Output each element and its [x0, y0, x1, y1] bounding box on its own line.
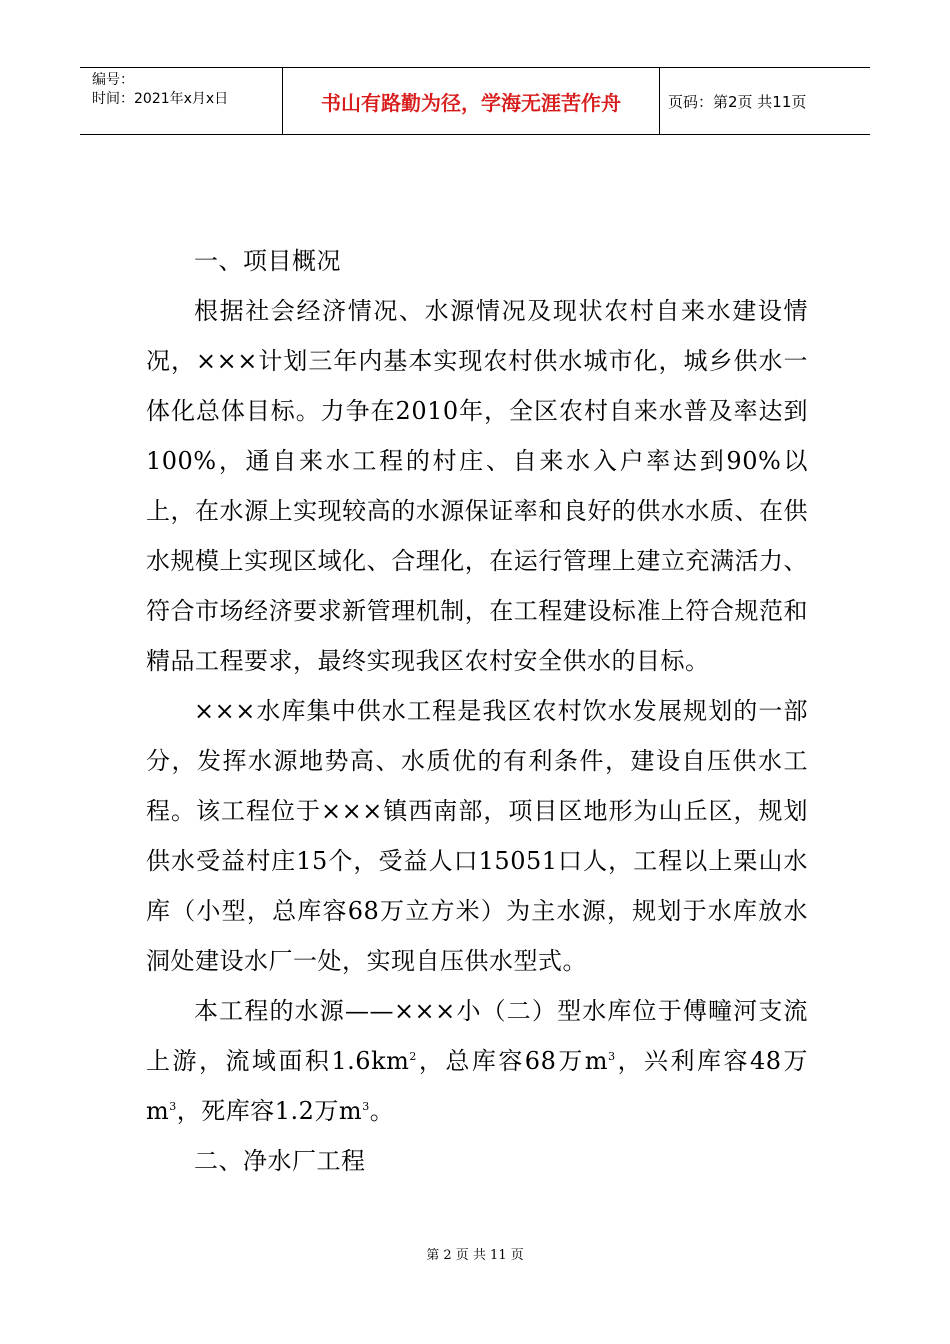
superscript-3c: 3 — [362, 1100, 370, 1113]
superscript-2: 2 — [409, 1050, 417, 1063]
p3-part-b: ，总库容68万m — [416, 1047, 609, 1075]
paragraph-2: ×××水库集中供水工程是我区农村饮水发展规划的一部分，发挥水源地势高、水质优的有利条件，建设自压供水工程。该工程位于×××镇西南部，项目区地形为山丘区，规划供水受益村庄15个，受益人口15051口人，工程以上栗山水库（小型，总库容68万立方米）为主水源，规划于水库放水洞处建设水厂一处，实现自压供水型式。 — [146, 697, 808, 975]
page-footer: 第 2 页 共 11 页 — [426, 1248, 524, 1263]
section-heading-2: 二、净水厂工程 — [194, 1147, 366, 1175]
header-meta — [80, 68, 283, 134]
p3-part-a: 本工程的水源——×××小（二）型水库位于傅疃河支流上游，流域面积1.6km — [146, 997, 808, 1075]
p3-part-d: ，死库容1.2万m — [176, 1097, 363, 1125]
header-page-info: 页码：第2页 共11页 — [668, 92, 807, 111]
p3-part-c: ，兴利库容48万m — [146, 1047, 809, 1125]
section-heading-1: 一、项目概况 — [194, 247, 341, 275]
header-motto: 书山有路勤为径，学海无涯苦作舟 — [283, 68, 660, 134]
paragraph-1: 根据社会经济情况、水源情况及现状农村自来水建设情况，×××计划三年内基本实现农村供水城市化，城乡供水一体化总体目标。力争在2010年，全区农村自来水普及率达到100%，通自来水工程的村庄、自来水入户率达到90%以上，在水源上实现较高的水源保证率和良好的供水水质、在供水规模上实现区域化、合理化，在运行管理上建立充满活力、符合市场经济要求新管理机制，在工程建设标准上符合规范和精品工程要求，最终实现我区农村安全供水的目标。 — [146, 297, 808, 675]
time-label: 时间：2021年x月x日 — [92, 91, 229, 107]
p3-part-e: 。 — [369, 1097, 395, 1125]
superscript-3: 3 — [608, 1050, 616, 1063]
superscript-3b: 3 — [169, 1100, 177, 1113]
number-label: 编号： — [92, 72, 134, 88]
paragraph-3 — [146, 986, 808, 1136]
document-body — [146, 236, 808, 1186]
page-header — [80, 67, 870, 135]
